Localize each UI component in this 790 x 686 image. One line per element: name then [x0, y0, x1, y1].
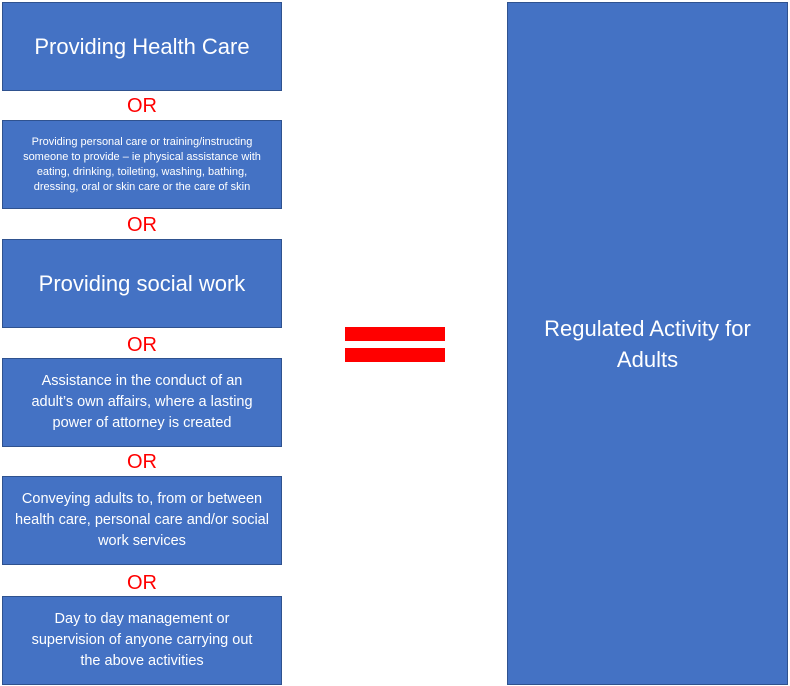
or-connector: OR [127, 214, 157, 236]
activity-box-own-affairs [2, 358, 282, 447]
or-connector: OR [127, 451, 157, 473]
activity-label: Providing personal care or training/instructing someone to provide – ie physical assistance with eating, drinking, toileting, washing, bathing, dressing, oral or skin care or the care of skin [23, 135, 261, 193]
or-connector: OR [127, 334, 157, 356]
equals-sign-bottom-bar [345, 348, 445, 362]
activity-label: Assistance in the conduct of an adult’s own affairs, where a lasting power of attorney is created [31, 373, 253, 431]
result-label: Regulated Activity for Adults [544, 315, 751, 372]
activity-box-health-care [2, 2, 282, 91]
equals-sign-top-bar [345, 327, 445, 341]
or-connector: OR [127, 95, 157, 117]
activity-label: Providing Health Care [34, 33, 250, 59]
activity-label: Conveying adults to, from or between health care, personal care and/or social work services [15, 491, 269, 549]
activity-box-management [2, 596, 282, 685]
activity-label: Day to day management or supervision of anyone carrying out the above activities [31, 611, 253, 669]
or-connector: OR [127, 572, 157, 594]
activity-label: Providing social work [38, 270, 246, 296]
activity-box-social-work [2, 239, 282, 328]
activity-box-personal-care [2, 120, 282, 209]
result-box-regulated-activity [507, 2, 788, 685]
activity-box-conveying-adults [2, 476, 282, 565]
